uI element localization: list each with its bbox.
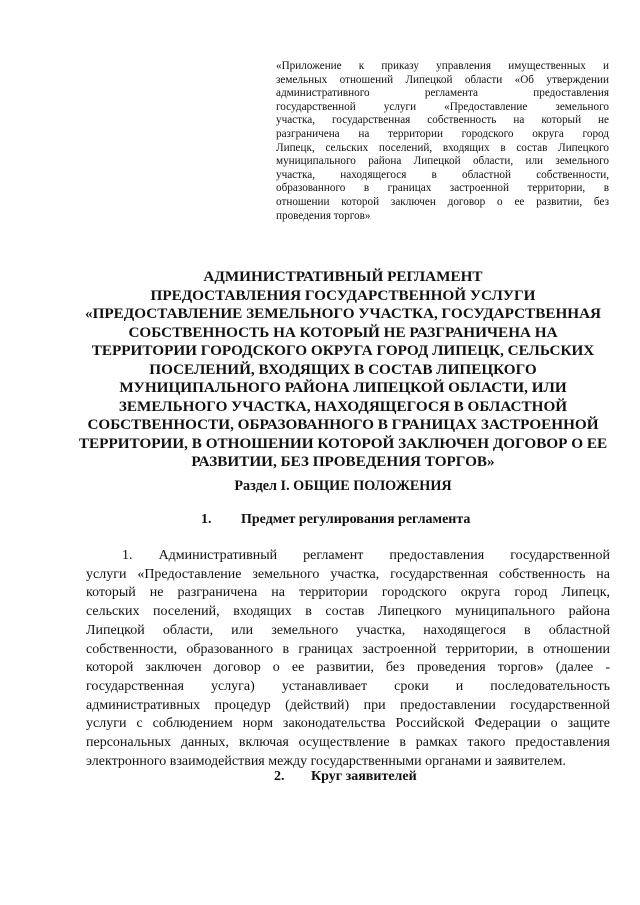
paragraph-line: услуги с соблюдением норм законодательства Российской Федерации о защите xyxy=(86,716,610,732)
annex-note xyxy=(276,60,609,223)
annex-line: муниципального района Липецкой области, или земельного xyxy=(276,155,609,168)
annex-line: разграничена на территории городского округа город xyxy=(276,127,609,140)
annex-line: земельных отношений Липецкой области «Об утверждении xyxy=(276,73,609,86)
title-line: МУНИЦИПАЛЬНОГО РАЙОНА ЛИПЕЦКОЙ ОБЛАСТИ, ИЛИ xyxy=(119,379,567,396)
annex-line: «Приложение к приказу управления имущественных и xyxy=(276,60,609,72)
title-line: СОБСТВЕННОСТИ, ОБРАЗОВАННОГО В ГРАНИЦАХ ЗАСТРОЕННОЙ xyxy=(87,416,599,433)
paragraph-line: которой заключен договор о ее развитии, без проведения торгов» (далее - xyxy=(86,660,610,676)
title-line: АДМИНИСТРАТИВНЫЙ РЕГЛАМЕНТ xyxy=(203,268,483,285)
paragraph-line: 1. Административный регламент предоставления государственной xyxy=(122,548,610,563)
title-line: СОБСТВЕННОСТЬ НА КОТОРЫЙ НЕ РАЗГРАНИЧЕНА НА xyxy=(128,323,558,341)
subsection-title: Предмет регулирования регламента xyxy=(241,512,471,527)
annex-line: участка, государственная собственность на который не xyxy=(276,114,609,127)
subsection-title: Круг заявителей xyxy=(311,769,417,784)
paragraph-line: административных процедур (действий) при предоставлении государственной xyxy=(86,697,610,713)
title-line: РАЗВИТИИ, БЕЗ ПРОВЕДЕНИЯ ТОРГОВ» xyxy=(191,453,495,470)
paragraph-line: Липецкой области, или земельного участка, находящегося в областной xyxy=(86,622,610,638)
paragraph-line: персональных данных, включая осуществление в рамках такого предоставления xyxy=(86,735,610,751)
annex-line: государственной услуги «Предоставление земельного xyxy=(276,100,609,113)
title-line: ТЕРРИТОРИИ ГОРОДСКОГО ОКРУГА ГОРОД ЛИПЕЦК, СЕЛЬСКИХ xyxy=(91,342,595,359)
document-title xyxy=(60,268,626,472)
subsection-number: 2. xyxy=(274,769,285,784)
subsection-number: 1. xyxy=(201,512,212,527)
title-line: ТЕРРИТОРИИ, В ОТНОШЕНИИ КОТОРОЙ ЗАКЛЮЧЕН ДОГОВОР О ЕЕ xyxy=(78,434,608,452)
paragraph-line: который не разграничена на территории городского округа город Липецк, xyxy=(86,585,610,601)
paragraph-line: сельских поселений, входящих в состав Липецкого муниципального района xyxy=(86,604,610,620)
title-line: ЗЕМЕЛЬНОГО УЧАСТКА, НАХОДЯЩЕГОСЯ В ОБЛАСТНОЙ xyxy=(118,397,568,415)
annex-line: административного регламента предоставления xyxy=(276,87,609,100)
annex-line: Липецк, сельских поселений, входящих в состав Липецкого xyxy=(276,141,609,154)
annex-line: участка, находящегося в областной собственности, xyxy=(276,168,609,181)
annex-line: проведения торгов» xyxy=(276,209,371,222)
annex-line: образованного в границах застроенной территории, в xyxy=(276,182,609,195)
title-line: ПОСЕЛЕНИЙ, ВХОДЯЩИХ В СОСТАВ ЛИПЕЦКОГО xyxy=(149,360,537,378)
title-line: «ПРЕДОСТАВЛЕНИЕ ЗЕМЕЛЬНОГО УЧАСТКА, ГОСУДАРСТВЕННАЯ xyxy=(84,305,602,322)
title-line: ПРЕДОСТАВЛЕНИЯ ГОСУДАРСТВЕННОЙ УСЛУГИ xyxy=(150,286,536,304)
paragraph-line: государственная услуга) устанавливает сроки и последовательность xyxy=(86,678,610,694)
annex-line: отношении которой заключен договор о ее развитии, без xyxy=(276,195,609,208)
paragraph-line: электронного взаимодействия между государственными органами и заявителем. xyxy=(86,753,566,769)
paragraph-line: услуги «Предоставление земельного участка, государственная собственность на xyxy=(86,566,610,582)
paragraph-1 xyxy=(86,547,610,771)
paragraph-line: собственности, образованного в границах застроенной территории, в отношении xyxy=(86,641,610,657)
section-heading: Раздел I. ОБЩИЕ ПОЛОЖЕНИЯ xyxy=(234,478,452,494)
